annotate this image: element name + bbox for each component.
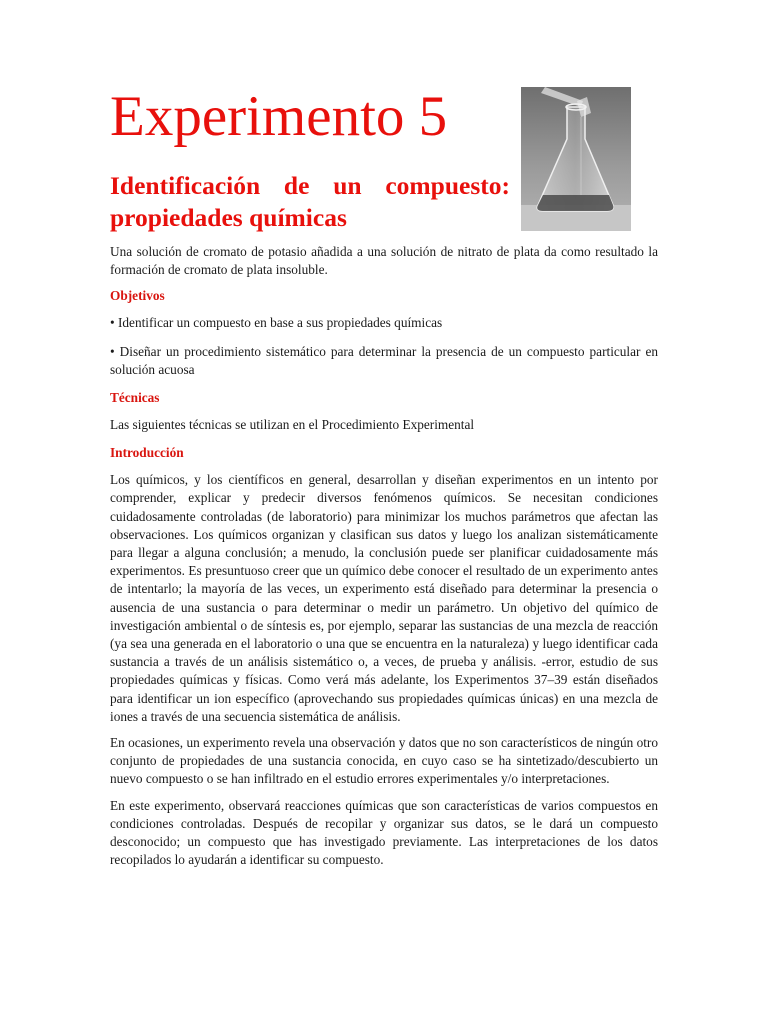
objective-item: • Diseñar un procedimiento sistemático para determinar la presencia de un compuesto particular en solución acuosa xyxy=(110,343,658,377)
flask-photo-icon xyxy=(521,87,631,231)
objective-item: • Identificar un compuesto en base a sus propiedades químicas xyxy=(110,315,443,331)
document-body xyxy=(110,243,658,877)
intro-caption: Una solución de cromato de potasio añadida a una solución de nitrato de plata da como resultado la formación de cromato de plata insoluble. xyxy=(110,244,658,278)
page-title: Experimento 5 xyxy=(110,85,448,148)
intro-paragraph: En este experimento, observará reacciones químicas que son características de varios compuestos en condiciones controladas. Después de recopilar y organizar sus datos, se le dará un compuesto desconocido; un compuesto que has investigado previamente. Las interpretaciones de los datos recopilados lo ayudarán a identificar su compuesto. xyxy=(110,797,658,868)
section-heading-introduccion: Introducción xyxy=(110,445,184,461)
section-heading-tecnicas: Técnicas xyxy=(110,390,160,406)
section-heading-objetivos: Objetivos xyxy=(110,288,165,304)
intro-paragraph: En ocasiones, un experimento revela una observación y datos que no son característicos de ningún otro conjunto de propiedades de una sustancia conocida, en cuyo caso se ha sintetizado/descubierto un nuevo compuesto o se han infiltrado en el estudio errores experimentales y/o interpretaciones. xyxy=(110,735,658,787)
intro-paragraph: Los químicos, y los científicos en general, desarrollan y diseñan experimentos en un intento por comprender, explicar y predecir diversos fenómenos químicos. Se necesitan condiciones cuidadosamente controladas (de laboratorio) para minimizar los muchos parámetros que afectan las observaciones. Los químicos organizan y clasifican sus datos y luego los analizan sistemáticamente para llegar a alguna conclusión; a menudo, la conclusión puede ser planificar cuidadosamente más experimentos. Es presuntuoso creer que un químico debe conocer el resultado de un experimento antes de intentarlo; la mayoría de las veces, un experimento está diseñado para determinar la presencia o ausencia de una sustancia o para determinar o medir un parámetro. Un objetivo del químico de investigación ambiental o de síntesis es, por ejemplo, separar las sustancias de una mezcla de reacción (ya sea una generada en el laboratorio o una que se encuentra en la naturaleza) y luego identificar cada sustancia a través de un análisis sistemático o, a veces, de prueba y análisis. -error, estudio de sus propiedades químicas y físicas. Como verá más adelante, los Experimentos 37–39 están diseñados para identificar un ion específico (aprovechando sus propiedades químicas únicas) en una mezcla de iones a través de una secuencia sistemática de análisis. xyxy=(110,472,658,724)
tecnicas-text: Las siguientes técnicas se utilizan en el Procedimiento Experimental xyxy=(110,417,475,433)
page-subtitle: Identificación de un compuesto: propiedades químicas xyxy=(110,171,510,232)
